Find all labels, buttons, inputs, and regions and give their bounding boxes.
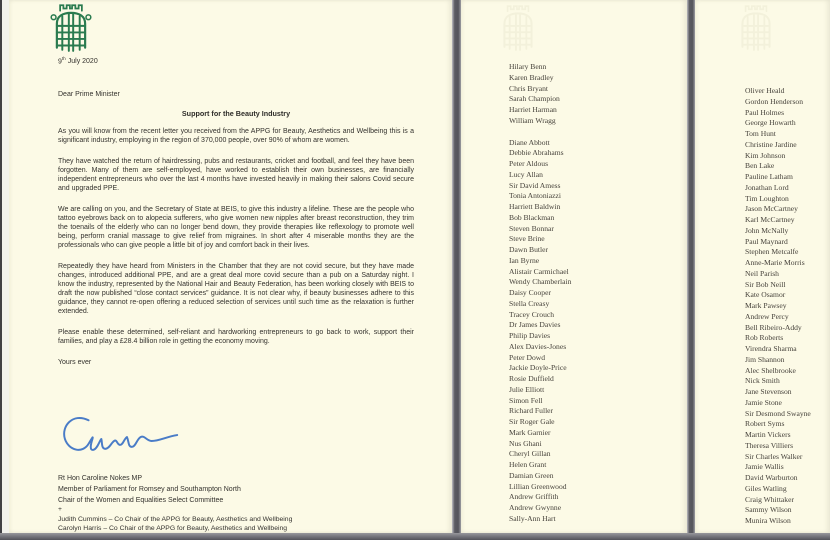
signatory-name: Giles Watling xyxy=(745,483,787,493)
signatory-name: Cheryl Gillan xyxy=(509,449,551,459)
signatory-name: Neil Parish xyxy=(745,268,779,278)
signatory-name: Stephen Metcalfe xyxy=(745,247,799,257)
signatory-name: Harriett Baldwin xyxy=(509,202,561,211)
signatory-name: Philip Davies xyxy=(509,331,551,340)
signatory-name: Pauline Latham xyxy=(745,172,793,181)
signatories-page-2 xyxy=(695,0,830,533)
signatory-name: Hilary Benn xyxy=(509,62,547,71)
signatory-name: Nick Smith xyxy=(745,376,780,386)
date-day: 9 xyxy=(58,58,62,66)
signatory-name: Julie Elliott xyxy=(509,384,545,394)
name-group-1 xyxy=(509,62,571,127)
signatory-name: Tonia Antoniazzi xyxy=(509,191,561,201)
footnote-marker: + xyxy=(58,506,62,513)
signatory-name: Paul Holmes xyxy=(745,107,785,117)
signatory-name: Sir Bob Neill xyxy=(745,279,786,289)
signatory-name: Bell Ribeiro-Addy xyxy=(745,322,802,332)
letter-page xyxy=(9,0,452,533)
signatory-name: David Warburton xyxy=(745,473,798,482)
signatory-name: Bob Blackman xyxy=(509,212,555,222)
signatory-name: Sir Desmond Swayne xyxy=(745,408,811,418)
signatory-name: Sir David Amess xyxy=(509,180,561,190)
signatory-name: Dr James Davies xyxy=(509,320,561,330)
signatory-name: Tracey Crouch xyxy=(509,309,555,319)
signatory-name: Alistair Carmichael xyxy=(509,266,569,276)
signatory-name: Jamie Wallis xyxy=(745,462,784,472)
signatory-name: Lucy Allan xyxy=(509,169,543,179)
co-chair-footnote xyxy=(58,505,292,534)
salutation: Dear Prime Minister xyxy=(58,91,120,98)
signatory-name: William Wragg xyxy=(509,115,556,125)
signatory-name: Helen Grant xyxy=(509,460,547,469)
page-divider xyxy=(452,0,461,540)
co-chair-line: Judith Cummins – Co Chair of the APPG for Beauty, Aesthetics and Wellbeing xyxy=(58,515,293,523)
signatory-name: Debbie Abrahams xyxy=(509,148,564,158)
signatory-name: Ian Byrne xyxy=(509,255,540,265)
signatory-name: Jason McCartney xyxy=(745,204,798,214)
signatory-name: Kim Johnson xyxy=(745,150,786,160)
signatory-name: Sarah Champion xyxy=(509,94,560,104)
signatory-name: Dawn Butler xyxy=(509,245,549,254)
signatory-name: Gordon Henderson xyxy=(745,96,803,106)
signatory-name: Tom Hunt xyxy=(745,129,776,138)
name-group-2 xyxy=(509,138,571,525)
signatory-line: Member of Parliament for Romsey and Southampton North xyxy=(58,485,241,493)
letter-paragraphs xyxy=(58,128,414,347)
signatory-name: Mark Pawsey xyxy=(745,301,787,310)
signatory-name: Sir Roger Gale xyxy=(509,417,555,426)
signatory-name: Richard Fuller xyxy=(509,406,554,416)
signatory-name: Stella Creasy xyxy=(509,298,550,308)
signatory-name: Sammy Wilson xyxy=(745,505,792,515)
portcullis-watermark-icon xyxy=(735,3,777,56)
signatory-name: John McNally xyxy=(745,225,789,235)
signatory-name: Anne-Marie Morris xyxy=(745,258,805,267)
letter-body xyxy=(58,128,414,368)
co-chair-lines xyxy=(58,515,292,534)
name-group-3 xyxy=(745,86,811,527)
signatory-name: Karen Bradley xyxy=(509,72,554,82)
signatory-name: Steven Bonnar xyxy=(509,223,554,233)
page-divider xyxy=(687,0,695,540)
scan-bottom-edge xyxy=(0,533,830,540)
signatory-name: Nus Ghani xyxy=(509,438,542,448)
letter-subject: Support for the Beauty Industry xyxy=(181,109,291,118)
signatory-name: Wendy Chamberlain xyxy=(509,277,572,287)
signatory-name-list xyxy=(745,86,811,527)
letter-paragraph: Repeatedly they have heard from Ministers in the Chamber that they are not covid secure, but they have made changes, introduced additional PPE, and are a great deal more covid secure than a pub on a Saturday night. I know the industry, represented by the National Hair and Beauty Federation, has been working closely with BEIS to draft the now published “close contact services” guidance. It is not clear why, if beauty businesses adhere to this guidance, they cannot re-open offering a reduced selection of services until such time as the relaxation is further extended. xyxy=(58,263,414,315)
signatory-name: Steve Brine xyxy=(509,234,545,244)
signatory-name: Diane Abbott xyxy=(509,137,550,147)
signatory-line: Rt Hon Caroline Nokes MP xyxy=(58,475,143,482)
portcullis-watermark-icon xyxy=(497,3,539,56)
date-month-year: July 2020 xyxy=(67,58,98,66)
scan-left-edge xyxy=(0,0,9,540)
letter-paragraph: As you will know from the recent letter you received from the APPG for Beauty, Aesthetics and Wellbeing this is a significant industry, employing in the region of 370,000 people, over 90% of whom are women. xyxy=(58,128,414,144)
signatory-block xyxy=(58,474,241,506)
signatory-name: Peter Aldous xyxy=(509,159,549,168)
signatory-name: George Howarth xyxy=(745,118,796,128)
signatory-name: Jonathan Lord xyxy=(745,182,789,192)
signatory-name: Tim Loughton xyxy=(745,193,789,203)
signatory-name: Virendra Sharma xyxy=(745,344,797,353)
signatory-name: Peter Dowd xyxy=(509,352,546,362)
signatory-name: Harriet Harman xyxy=(509,105,557,114)
signatory-name: Rob Roberts xyxy=(745,333,784,343)
signatory-name: Andrew Gwynne xyxy=(509,503,562,512)
signatory-name: Jim Shannon xyxy=(745,354,785,364)
signatory-name-list xyxy=(509,62,571,525)
signatory-name: Sally-Ann Hart xyxy=(509,513,556,523)
portcullis-logo-icon xyxy=(49,2,93,57)
signatory-name: Christine Jardine xyxy=(745,139,797,149)
signatory-name: Munira Wilson xyxy=(745,516,791,525)
co-chair-line: Carolyn Harris – Co Chair of the APPG for Beauty, Aesthetics and Wellbeing xyxy=(58,525,288,533)
signatory-name: Mark Garnier xyxy=(509,427,551,437)
letter-paragraph: Please enable these determined, self-reliant and hardworking entrepreneurs to go back to work, support their families, and play a £28.4 billion role in getting the economy moving. xyxy=(58,328,414,345)
signatory-name: Oliver Heald xyxy=(745,86,785,95)
signatory-name: Lillian Greenwood xyxy=(509,481,567,491)
signatories-page-1 xyxy=(461,0,687,533)
signatory-name: Andrew Percy xyxy=(745,311,789,321)
signatory-name: Damian Green xyxy=(509,470,554,480)
signatory-name: Daisy Cooper xyxy=(509,288,551,297)
signatory-name: Paul Maynard xyxy=(745,236,788,246)
signatory-name: Theresa Villiers xyxy=(745,440,794,450)
signatory-name: Jamie Stone xyxy=(745,397,782,407)
signatory-name: Alex Davies-Jones xyxy=(509,341,567,351)
signatory-name: Rosie Duffield xyxy=(509,374,554,383)
signatory-name: Robert Syms xyxy=(745,419,785,429)
signatory-name: Karl McCartney xyxy=(745,215,795,224)
signatory-name: Andrew Griffith xyxy=(509,492,559,502)
signatory-line: Chair of the Women and Equalities Select Committee xyxy=(58,496,224,504)
signatory-name: Chris Bryant xyxy=(509,83,549,93)
handwritten-signature xyxy=(59,412,187,469)
signatory-name: Craig Whittaker xyxy=(745,494,794,504)
letter-paragraph: We are calling on you, and the Secretary of State at BEIS, to give this industry a lifeline. These are the people who tattoo eyebrows back on to alopecia sufferers, who give women new nipples after breast reconstruction, they trim the toenails of the elderly who can no longer bend down, they provide therapies like reflexology to promote well being, perform cranial massage to give relief from migraines. In short after 4 miserable months they are the professionals who can give people a little bit of joy and comfort back in their lives. xyxy=(58,206,414,249)
valediction: Yours ever xyxy=(58,359,92,367)
signatory-name: Ben Lake xyxy=(745,161,775,171)
signatory-name: Sir Charles Walker xyxy=(745,451,803,461)
signatory-name: Martin Vickers xyxy=(745,430,791,439)
signatory-name: Kate Osamor xyxy=(745,290,786,300)
signatory-name: Simon Fell xyxy=(509,395,543,405)
date-ordinal: th xyxy=(61,56,66,61)
signatory-name: Alec Shelbrooke xyxy=(745,365,796,375)
signatory-name: Jane Stevenson xyxy=(745,387,792,396)
signatory-name: Jackie Doyle-Price xyxy=(509,363,567,373)
letter-date xyxy=(58,56,98,65)
letter-paragraph: They have watched the return of hairdressing, pubs and restaurants, cricket and football, and feel they have been forgotten. Many of them are self-employed, have worked to establish their own businesses, are financially independent entrepreneurs who over the last 4 months have invested heavily in making their salons Covid secure and upgraded PPE. xyxy=(58,158,414,192)
